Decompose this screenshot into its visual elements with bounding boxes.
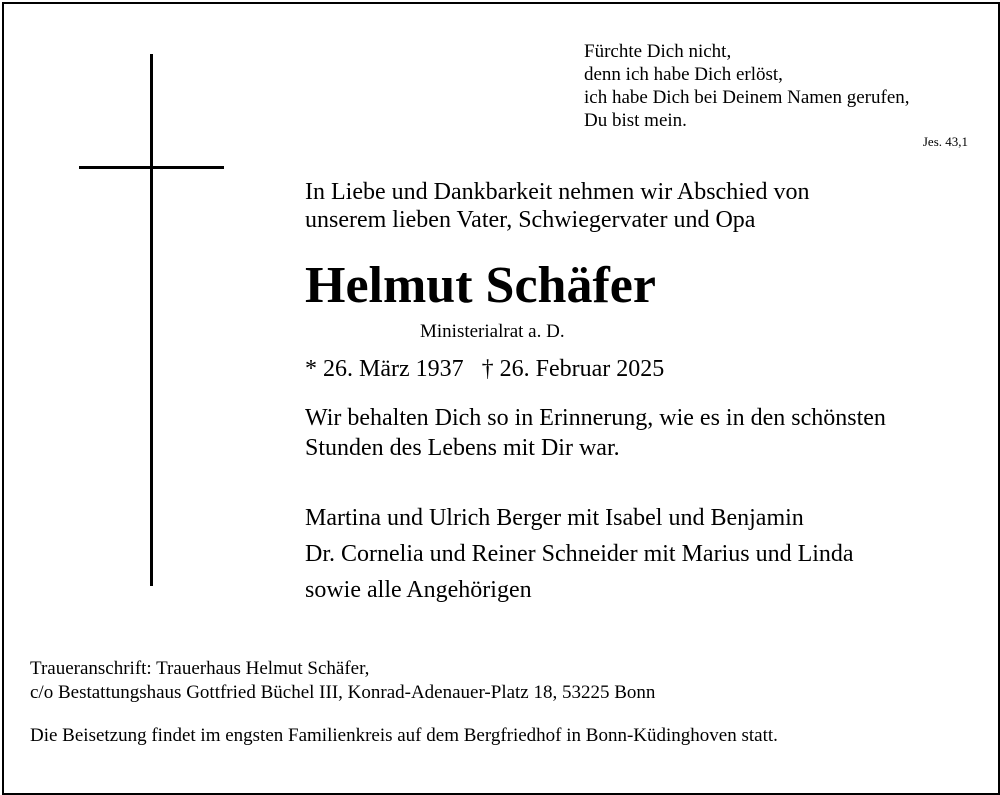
verse-line: Fürchte Dich nicht, [584, 41, 732, 62]
deceased-title: Ministerialrat a. D. [420, 321, 565, 342]
birth-date: * 26. März 1937 [305, 356, 464, 382]
burial-notice: Die Beisetzung findet im engsten Familienkreis auf dem Bergfriedhof in Bonn-Küdinghoven statt. [30, 725, 778, 746]
mourner-line: sowie alle Angehörigen [305, 577, 532, 603]
bible-verse [584, 40, 984, 132]
verse-line: denn ich habe Dich erlöst, [584, 64, 783, 85]
verse-reference: Jes. 43,1 [922, 134, 968, 149]
life-dates [305, 354, 664, 384]
memory-text [305, 403, 886, 463]
farewell-intro [305, 178, 810, 234]
deceased-name: Helmut Schäfer [305, 257, 656, 314]
death-date: † 26. Februar 2025 [481, 356, 665, 382]
mourners-list [305, 500, 854, 608]
memory-line: Wir behalten Dich so in Erinnerung, wie es in den schönsten [305, 405, 886, 431]
intro-line: In Liebe und Dankbarkeit nehmen wir Abschied von [305, 179, 810, 205]
cross-vertical-bar [150, 54, 153, 586]
verse-line: ich habe Dich bei Deinem Namen gerufen, [584, 87, 910, 108]
memory-line: Stunden des Lebens mit Dir war. [305, 435, 620, 461]
address-line: Traueranschrift: Trauerhaus Helmut Schäfer, [30, 658, 370, 679]
mourning-address [30, 657, 655, 705]
mourner-line: Martina und Ulrich Berger mit Isabel und Benjamin [305, 505, 804, 531]
address-line: c/o Bestattungshaus Gottfried Büchel III, Konrad-Adenauer-Platz 18, 53225 Bonn [30, 682, 656, 703]
mourner-line: Dr. Cornelia und Reiner Schneider mit Marius und Linda [305, 541, 854, 567]
verse-line: Du bist mein. [584, 110, 687, 131]
cross-horizontal-bar [79, 166, 224, 169]
intro-line: unserem lieben Vater, Schwiegervater und Opa [305, 207, 756, 233]
